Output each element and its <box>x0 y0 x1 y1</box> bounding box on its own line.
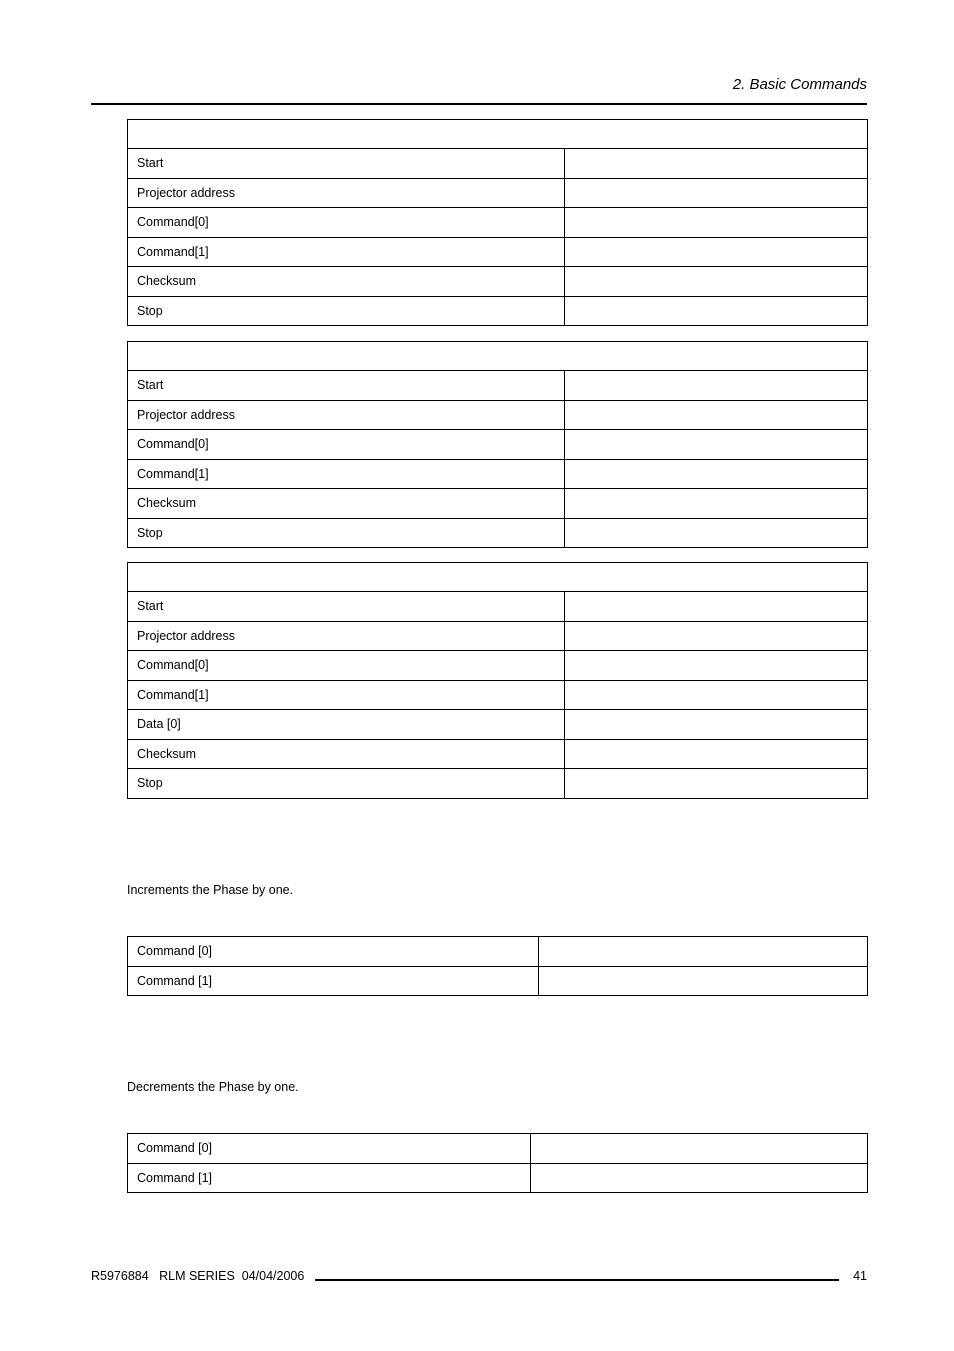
row-label: Projector address <box>128 621 565 651</box>
row-label: Checksum <box>128 489 565 519</box>
row-value <box>565 710 868 740</box>
footer-doc-info: R5976884 RLM SERIES 04/04/2006 <box>91 1269 305 1283</box>
row-value <box>565 237 868 267</box>
table-title-cell <box>128 120 868 149</box>
row-value <box>565 592 868 622</box>
row-label: Start <box>128 592 565 622</box>
table-title-cell <box>128 342 868 371</box>
row-value <box>531 1163 868 1193</box>
row-label: Stop <box>128 296 565 326</box>
row-value <box>565 680 868 710</box>
page-header-title: 2. Basic Commands <box>732 76 867 93</box>
command-table-1 <box>127 119 868 326</box>
table-title-cell <box>128 563 868 592</box>
row-label: Projector address <box>128 400 565 430</box>
row-label: Command [1] <box>128 966 539 996</box>
row-label: Data [0] <box>128 710 565 740</box>
row-label: Projector address <box>128 178 565 208</box>
row-label: Command[1] <box>128 680 565 710</box>
decrement-description: Decrements the Phase by one. <box>127 1080 299 1094</box>
row-label: Command[1] <box>128 237 565 267</box>
row-label: Start <box>128 149 565 179</box>
row-value <box>565 178 868 208</box>
row-value <box>565 489 868 519</box>
row-value <box>565 267 868 297</box>
row-value <box>565 371 868 401</box>
command-table-2 <box>127 341 868 548</box>
row-value <box>565 296 868 326</box>
row-value <box>539 966 868 996</box>
row-value <box>539 937 868 967</box>
row-label: Command [0] <box>128 937 539 967</box>
row-value <box>531 1134 868 1164</box>
command-table-3 <box>127 562 868 799</box>
row-label: Command[0] <box>128 208 565 238</box>
row-value <box>565 149 868 179</box>
row-label: Command[0] <box>128 430 565 460</box>
increment-description: Increments the Phase by one. <box>127 883 294 897</box>
row-label: Start <box>128 371 565 401</box>
row-label: Command[0] <box>128 651 565 681</box>
row-value <box>565 739 868 769</box>
row-label: Command [0] <box>128 1134 531 1164</box>
row-label: Checksum <box>128 739 565 769</box>
row-value <box>565 400 868 430</box>
page-number: 41 <box>853 1269 867 1283</box>
row-label: Checksum <box>128 267 565 297</box>
row-label: Stop <box>128 518 565 548</box>
row-value <box>565 621 868 651</box>
decrement-command-table <box>127 1133 868 1193</box>
header-divider <box>91 103 867 105</box>
footer-divider <box>315 1279 839 1281</box>
row-value <box>565 769 868 799</box>
row-value <box>565 651 868 681</box>
row-value <box>565 430 868 460</box>
row-value <box>565 459 868 489</box>
increment-command-table <box>127 936 868 996</box>
row-label: Stop <box>128 769 565 799</box>
row-label: Command [1] <box>128 1163 531 1193</box>
row-value <box>565 518 868 548</box>
row-label: Command[1] <box>128 459 565 489</box>
row-value <box>565 208 868 238</box>
